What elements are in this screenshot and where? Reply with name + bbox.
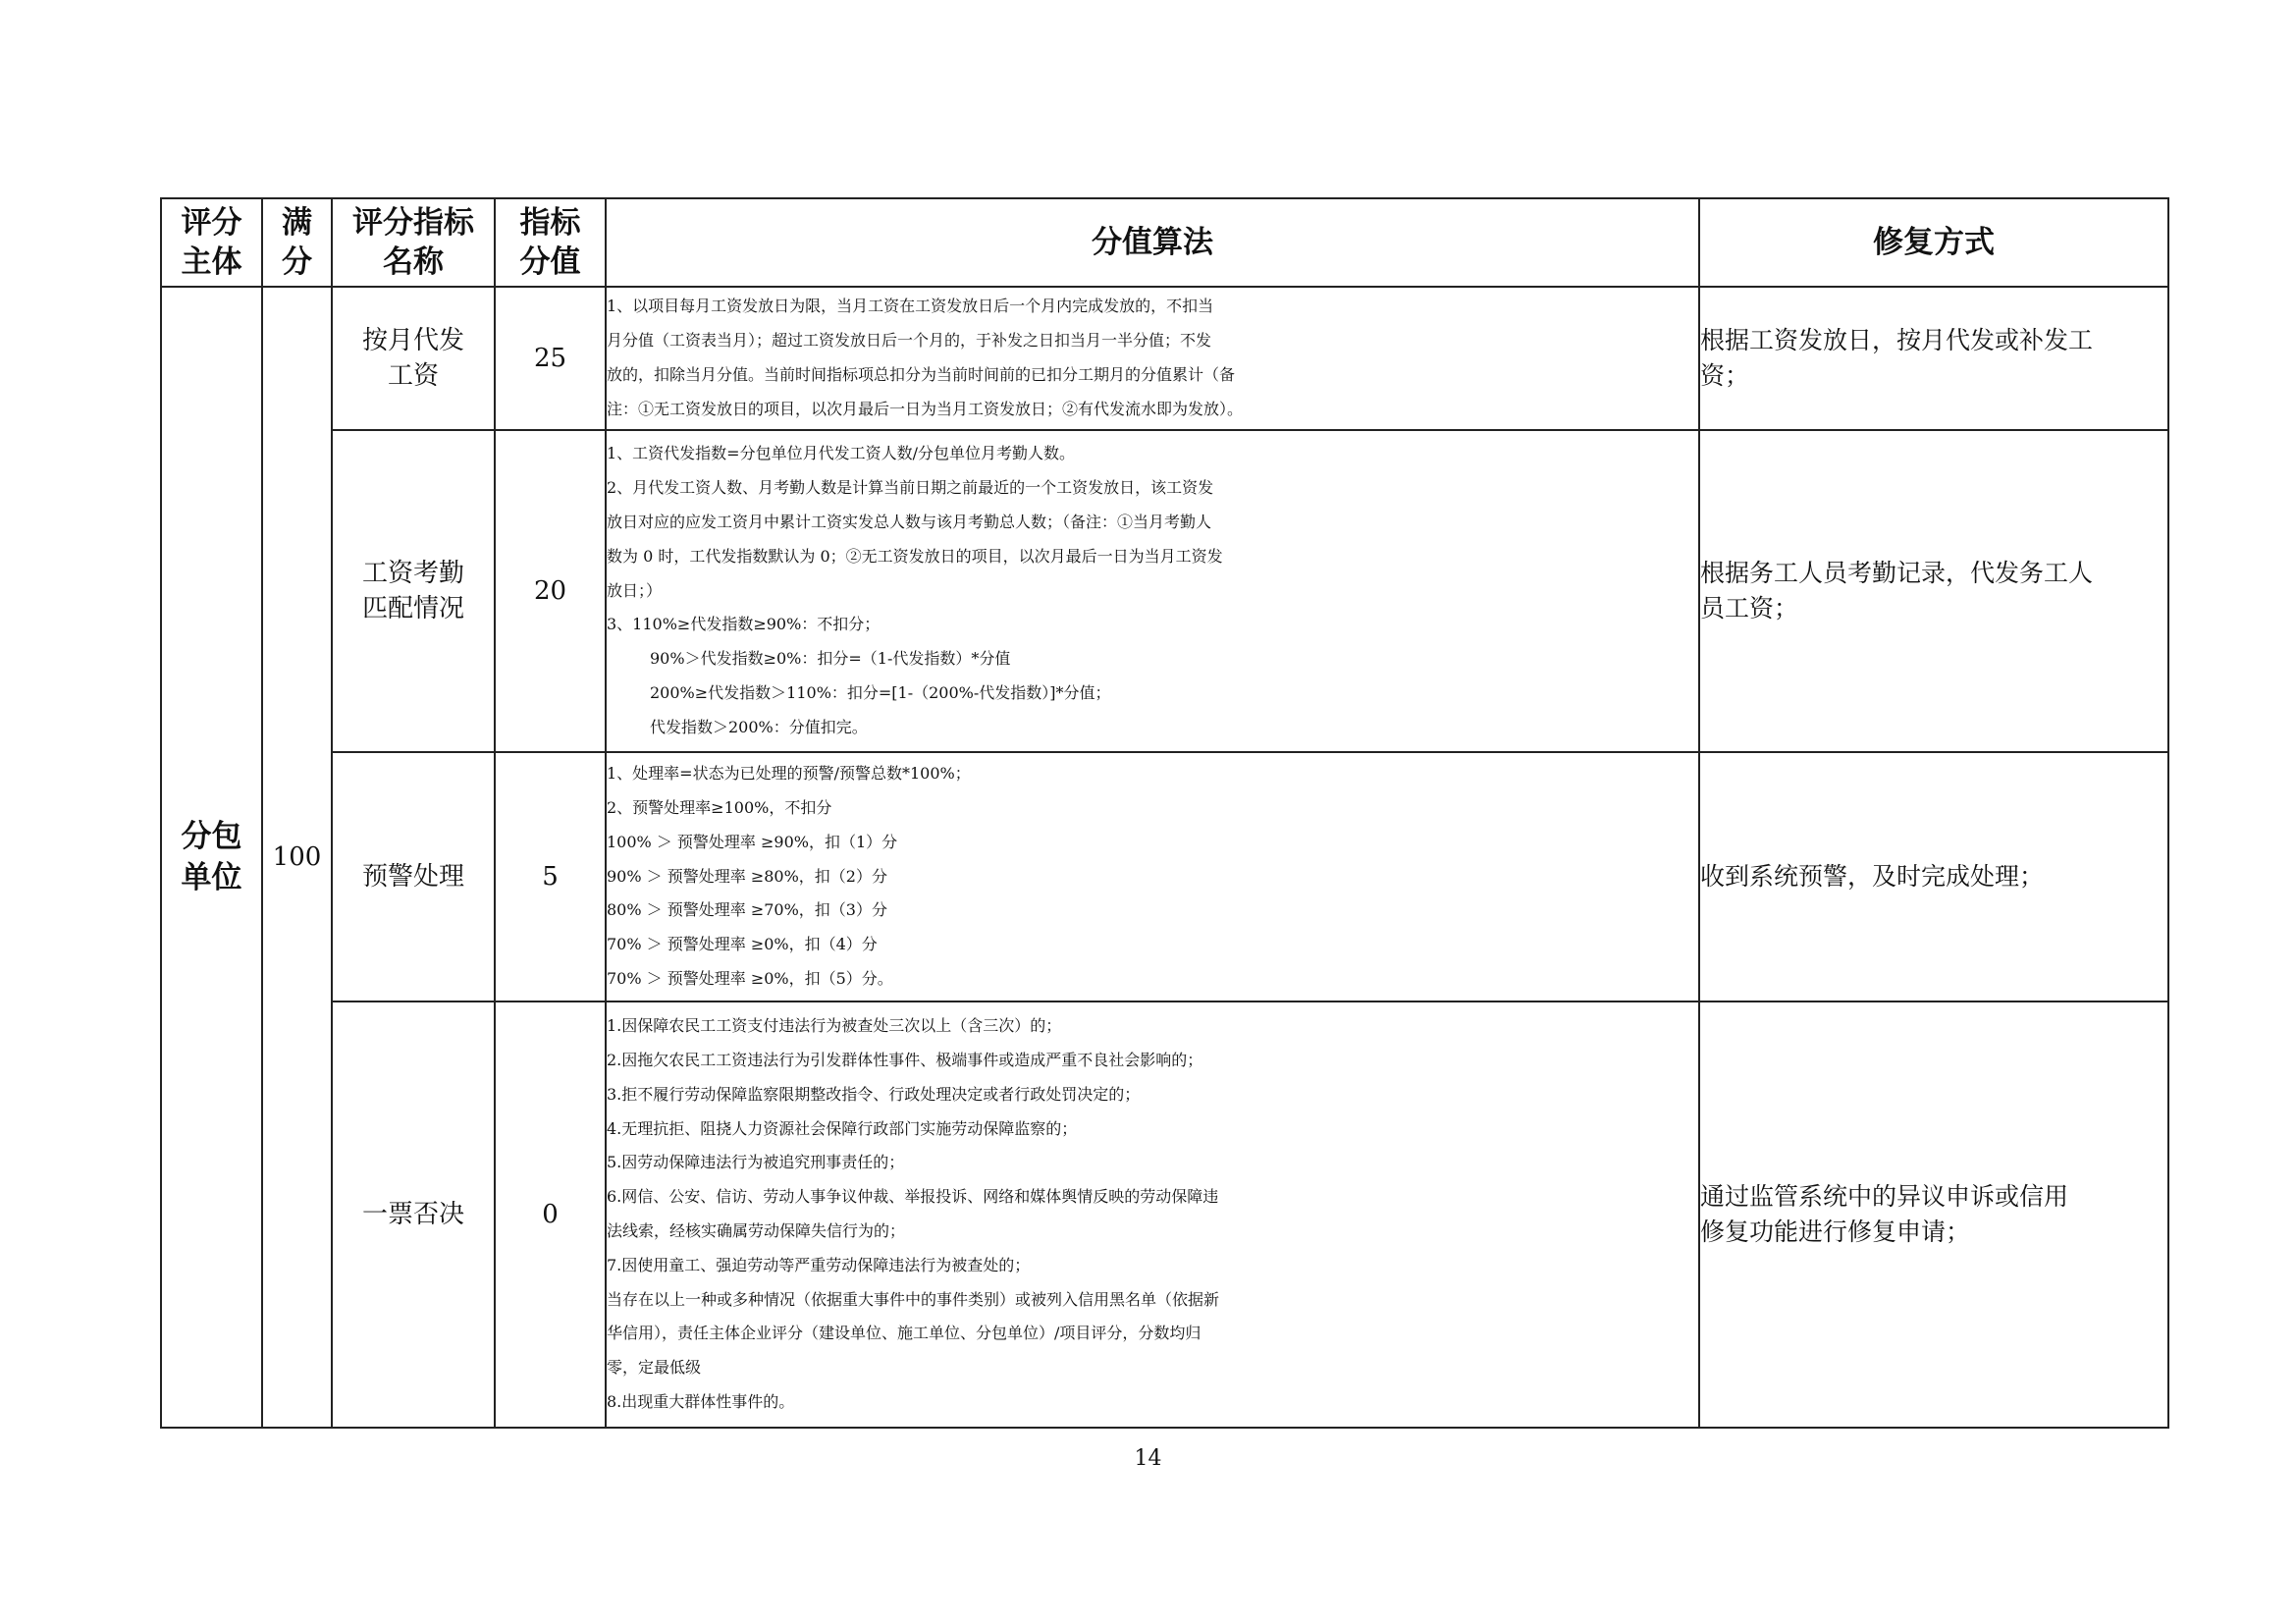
algorithm-line: 80% ＞ 预警处理率 ≥70%，扣（3）分 [607, 900, 887, 920]
algorithm-cell [606, 287, 1699, 430]
table-header-row [161, 198, 2168, 287]
algorithm-line: 7.因使用童工、强迫劳动等严重劳动保障违法行为被查处的； [607, 1255, 1031, 1274]
algorithm-line: 数为 0 时，工代发指数默认为 0；②无工资发放日的项目，以次月最后一日为当月工资发 [607, 546, 1223, 566]
fix-method-cell: 通过监管系统中的异议申诉或信用 修复功能进行修复申请； [1699, 1001, 2168, 1428]
page-number: 14 [1134, 1446, 1162, 1471]
header-fix-method: 修复方式 [1699, 198, 2168, 287]
indicator-score-cell: 5 [495, 752, 606, 1001]
header-indicator-score: 指标 分值 [495, 198, 606, 287]
algorithm-cell [606, 752, 1699, 1001]
algorithm-line: 1、处理率=状态为已处理的预警/预警总数*100%； [607, 764, 971, 784]
scoring-table [160, 197, 2169, 1429]
algorithm-line: 月分值（工资表当月）；超过工资发放日后一个月的，于补发之日扣当月一半分值；不发 [607, 331, 1212, 351]
algorithm-cell [606, 430, 1699, 752]
algorithm-line: 100% ＞ 预警处理率 ≥90%，扣（1）分 [607, 832, 898, 851]
algorithm-line: 5.因劳动保障违法行为被追究刑事责任的； [607, 1153, 905, 1172]
algorithm-line: 放日；） [607, 580, 663, 600]
full-score-cell: 100 [262, 287, 332, 1428]
algorithm-line: 华信用），责任主体企业评分（建设单位、施工单位、分包单位）/项目评分，分数均归 [607, 1324, 1201, 1343]
header-subject: 评分 主体 [161, 198, 262, 287]
indicator-score-cell: 20 [495, 430, 606, 752]
fix-method-cell: 根据务工人员考勤记录，代发务工人 员工资； [1699, 430, 2168, 752]
algorithm-line: 注：①无工资发放日的项目，以次月最后一日为当月工资发放日；②有代发流水即为发放）。 [607, 399, 1244, 418]
indicator-name-cell: 预警处理 [332, 752, 495, 1001]
algorithm-line: 放的，扣除当月分值。当前时间指标项总扣分为当前时间前的已扣分工期月的分值累计（备 [607, 365, 1236, 384]
algorithm-line: 代发指数＞200%：分值扣完。 [650, 717, 868, 736]
table-row [161, 752, 2168, 1001]
fix-method-cell: 根据工资发放日，按月代发或补发工 资； [1699, 287, 2168, 430]
algorithm-line: 2、月代发工资人数、月考勤人数是计算当前日期之前最近的一个工资发放日，该工资发 [607, 478, 1214, 498]
algorithm-line: 零，定最低级 [607, 1358, 702, 1378]
algorithm-line: 200%≥代发指数＞110%：扣分=[1-（200%-代发指数）]*分值； [650, 682, 1111, 702]
algorithm-line: 3、110%≥代发指数≥90%：不扣分； [607, 615, 881, 634]
table-row [161, 430, 2168, 752]
table-row [161, 1001, 2168, 1428]
header-full-score: 满 分 [262, 198, 332, 287]
algorithm-line: 70% ＞ 预警处理率 ≥0%，扣（5）分。 [607, 968, 893, 988]
algorithm-line: 90% ＞ 预警处理率 ≥80%，扣（2）分 [607, 866, 887, 886]
algorithm-line: 70% ＞ 预警处理率 ≥0%，扣（4）分 [607, 935, 878, 954]
algorithm-line: 6.网信、公安、信访、劳动人事争议仲裁、举报投诉、网络和媒体舆情反映的劳动保障违 [607, 1187, 1219, 1207]
algorithm-line: 8.出现重大群体性事件的。 [607, 1391, 795, 1411]
algorithm-line: 2、预警处理率≥100%，不扣分 [607, 798, 832, 817]
algorithm-line: 放日对应的应发工资月中累计工资实发总人数与该月考勤总人数；（备注：①当月考勤人 [607, 513, 1212, 531]
indicator-name-cell: 按月代发 工资 [332, 287, 495, 430]
algorithm-line: 3.拒不履行劳动保障监察限期整改指令、行政处理决定或者行政处罚决定的； [607, 1084, 1141, 1104]
indicator-score-cell: 0 [495, 1001, 606, 1428]
table-row [161, 287, 2168, 430]
algorithm-line: 法线索，经核实确属劳动保障失信行为的； [607, 1221, 906, 1240]
algorithm-line: 1.因保障农民工工资支付违法行为被查处三次以上（含三次）的； [607, 1016, 1062, 1036]
indicator-name-cell: 一票否决 [332, 1001, 495, 1428]
algorithm-line: 2.因拖欠农民工工资违法行为引发群体性事件、极端事件或造成严重不良社会影响的； [607, 1051, 1203, 1070]
algorithm-cell [606, 1001, 1699, 1428]
indicator-score-cell: 25 [495, 287, 606, 430]
algorithm-line: 1、工资代发指数=分包单位月代发工资人数/分包单位月考勤人数。 [607, 444, 1075, 463]
header-algorithm: 分值算法 [606, 198, 1699, 287]
fix-method-cell: 收到系统预警，及时完成处理； [1699, 752, 2168, 1001]
header-indicator-name: 评分指标 名称 [332, 198, 495, 287]
algorithm-line: 当存在以上一种或多种情况（依据重大事件中的事件类别）或被列入信用黑名单（依据新 [607, 1289, 1220, 1309]
indicator-name-cell: 工资考勤 匹配情况 [332, 430, 495, 752]
algorithm-line: 1、以项目每月工资发放日为限，当月工资在工资发放日后一个月内完成发放的，不扣当 [607, 297, 1214, 316]
subject-cell: 分包 单位 [161, 287, 262, 1428]
algorithm-line: 90%＞代发指数≥0%：扣分=（1-代发指数）*分值 [650, 649, 1011, 669]
algorithm-line: 4.无理抗拒、阻挠人力资源社会保障行政部门实施劳动保障监察的； [607, 1118, 1078, 1138]
